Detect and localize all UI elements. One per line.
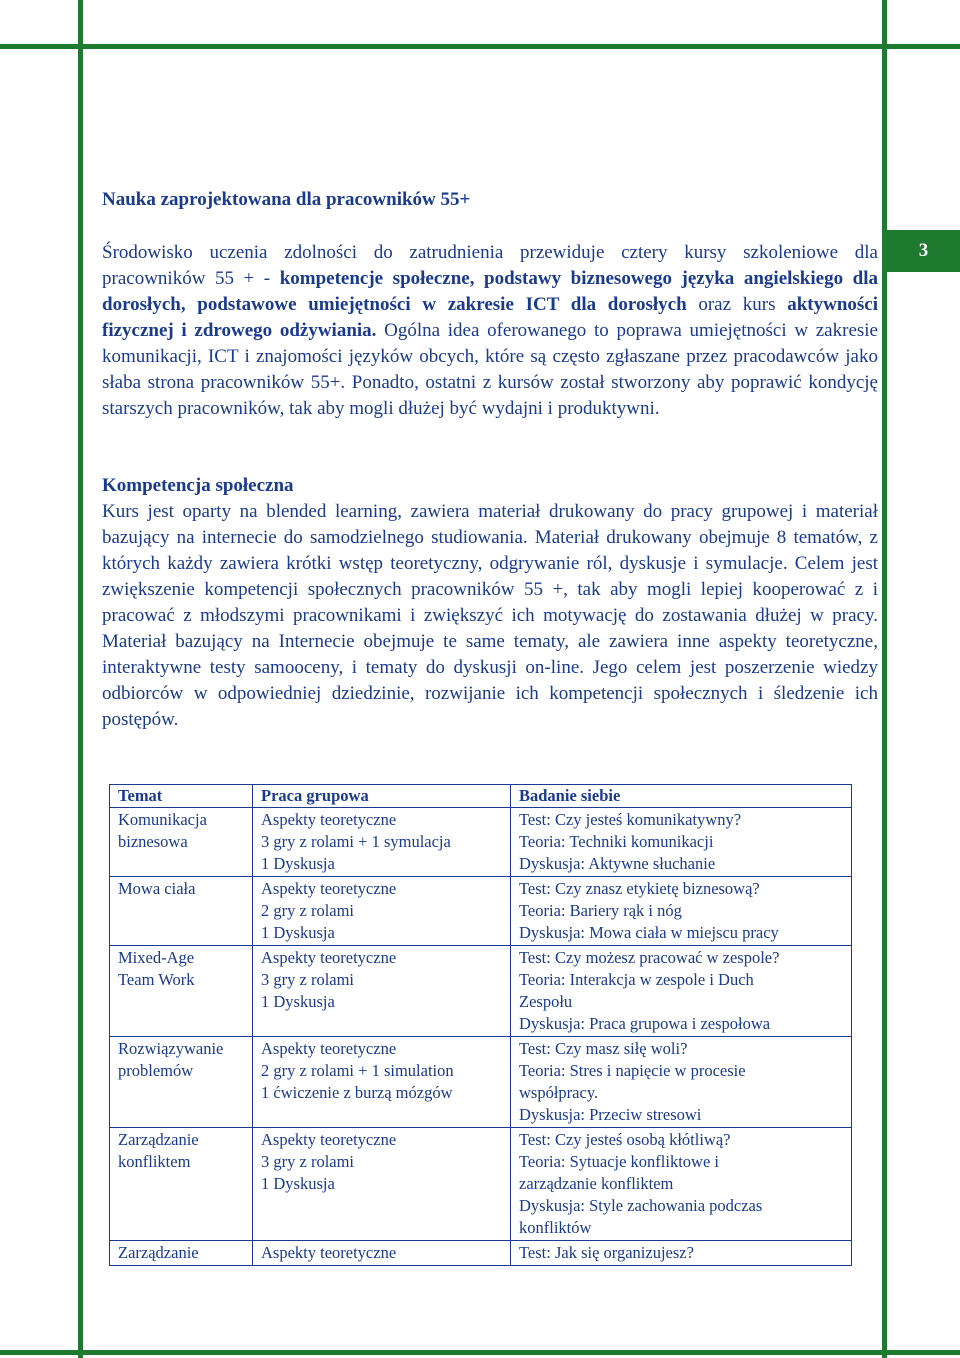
cell-line: biznesowa bbox=[118, 832, 188, 851]
table-row bbox=[110, 808, 852, 877]
cell-line: zarządzanie konfliktem bbox=[519, 1174, 674, 1193]
temat-cell bbox=[110, 1037, 253, 1128]
cell-line: Mixed-Age bbox=[118, 948, 195, 967]
group-work-cell bbox=[253, 1241, 511, 1266]
header-temat: Temat bbox=[110, 785, 253, 808]
table-row bbox=[110, 946, 852, 1037]
self-study-cell bbox=[511, 1037, 852, 1128]
intro-bold-fitness: aktywności fizycznej i zdrowego odżywiania. bbox=[102, 294, 878, 341]
cell-line: Teoria: Techniki komunikacji bbox=[519, 832, 714, 851]
group-work-cell bbox=[253, 808, 511, 877]
cell-line: 2 gry z rolami + 1 simulation bbox=[261, 1061, 454, 1080]
cell-line: konfliktów bbox=[519, 1218, 592, 1237]
cell-line: Dyskusja: Praca grupowa i zespołowa bbox=[519, 1014, 771, 1033]
intro-bold-courses: kompetencje społeczne, podstawy biznesowego języka angielskiego dla dorosłych, podstawowe umiejętności w zakresie ICT dla dorosłych bbox=[102, 268, 878, 315]
temat-cell bbox=[110, 1241, 253, 1266]
cell-line: Test: Jak się organizujesz? bbox=[519, 1243, 694, 1262]
cell-line: konfliktem bbox=[118, 1152, 191, 1171]
cell-line: Test: Czy znasz etykietę biznesową? bbox=[519, 879, 760, 898]
group-work-cell bbox=[253, 1037, 511, 1128]
top-border-line bbox=[0, 44, 960, 49]
table-row bbox=[110, 1037, 852, 1128]
table-body bbox=[110, 808, 852, 1266]
cell-line: Team Work bbox=[118, 970, 195, 989]
cell-line: Zespołu bbox=[519, 992, 573, 1011]
page-number: 3 bbox=[918, 240, 929, 261]
group-work-cell bbox=[253, 946, 511, 1037]
self-study-cell bbox=[511, 1241, 852, 1266]
cell-line: 1 Dyskusja bbox=[261, 854, 335, 873]
table-header-row bbox=[110, 785, 852, 808]
cell-line: Test: Czy jesteś osobą kłótliwą? bbox=[519, 1130, 731, 1149]
temat-cell bbox=[110, 946, 253, 1037]
cell-line: Aspekty teoretyczne bbox=[261, 1243, 397, 1262]
intro-text-end: Ogólna idea oferowanego to poprawa umiejętności w zakresie komunikacji, ICT i znajomości języków obcych, które są często zgłaszane przez pracodawców jako słaba strona pracowników 55+. Ponadto, ostatni z kursów został stworzony aby poprawić kondycję starszych pracowników, tak aby mogli dłużej być wydajni i produktywni. bbox=[102, 320, 878, 419]
cell-line: 3 gry z rolami bbox=[261, 970, 355, 989]
cell-line: 1 ćwiczenie z burzą mózgów bbox=[261, 1083, 453, 1102]
group-work-cell bbox=[253, 1128, 511, 1241]
social-competence-paragraph: Kurs jest oparty na blended learning, zawiera materiał drukowany do pracy grupowej i materiał bazujący na internecie do samodzielnego studiowania. Materiał drukowany obejmuje 8 tematów, z których każdy zawiera krótki wstęp teoretyczny, odgrywanie ról, dyskusje i symulacje. Celem jest zwiększenie kompetencji społecznych pracowników 55 +, tak aby mogli lepiej kooperować z i pracować z młodszymi pracownikami i zwiększyć ich motywację do zostawania dłużej w pracy. Materiał bazujący na Internecie obejmuje te same tematy, ale zawiera inne aspekty teoretyczne, interaktywne testy samooceny, i tematy do dyskusji on-line. Jego celem jest poszerzenie wiedzy odbiorców w odpowiedniej dziedzinie, rozwijanie ich kompetencji społecznych i śledzenie ich postępów. bbox=[102, 501, 878, 730]
cell-line: współpracy. bbox=[519, 1083, 599, 1102]
self-study-cell bbox=[511, 877, 852, 946]
table-row bbox=[110, 877, 852, 946]
cell-line: Teoria: Bariery rąk i nóg bbox=[519, 901, 682, 920]
cell-line: 3 gry z rolami bbox=[261, 1152, 355, 1171]
cell-line: Dyskusja: Przeciw stresowi bbox=[519, 1105, 702, 1124]
cell-line: 2 gry z rolami bbox=[261, 901, 355, 920]
header-praca-grupowa: Praca grupowa bbox=[253, 785, 511, 808]
course-topics-table bbox=[109, 784, 852, 1266]
cell-line: Dyskusja: Mowa ciała w miejscu pracy bbox=[519, 923, 779, 942]
cell-line: Test: Czy możesz pracować w zespole? bbox=[519, 948, 780, 967]
cell-line: 1 Dyskusja bbox=[261, 1174, 335, 1193]
cell-line: 1 Dyskusja bbox=[261, 992, 335, 1011]
intro-text-start: Środowisko uczenia zdolności do zatrudnienia przewiduje cztery kursy szkoleniowe dla pracowników 55 + - bbox=[102, 242, 878, 289]
intro-paragraph bbox=[102, 240, 878, 422]
intro-text-mid: oraz kurs bbox=[686, 294, 788, 315]
self-study-cell bbox=[511, 946, 852, 1037]
right-border-line bbox=[882, 0, 887, 1358]
left-border-line bbox=[78, 0, 83, 1358]
cell-line: Aspekty teoretyczne bbox=[261, 1039, 397, 1058]
self-study-cell bbox=[511, 1128, 852, 1241]
cell-line: Test: Czy masz siłę woli? bbox=[519, 1039, 688, 1058]
group-work-cell bbox=[253, 877, 511, 946]
cell-line: Aspekty teoretyczne bbox=[261, 1130, 397, 1149]
table-row bbox=[110, 1241, 852, 1266]
cell-line: Rozwiązywanie bbox=[118, 1039, 224, 1058]
cell-line: Dyskusja: Style zachowania podczas bbox=[519, 1196, 763, 1215]
cell-line: Teoria: Stres i napięcie w procesie bbox=[519, 1061, 746, 1080]
temat-cell bbox=[110, 1128, 253, 1241]
bottom-border-line bbox=[0, 1350, 960, 1355]
page-number-tab bbox=[887, 230, 960, 272]
cell-line: 3 gry z rolami + 1 symulacja bbox=[261, 832, 451, 851]
header-badanie-siebie: Badanie siebie bbox=[511, 785, 852, 808]
self-study-cell bbox=[511, 808, 852, 877]
cell-line: Aspekty teoretyczne bbox=[261, 948, 397, 967]
cell-line: 1 Dyskusja bbox=[261, 923, 335, 942]
cell-line: Aspekty teoretyczne bbox=[261, 879, 397, 898]
cell-line: Aspekty teoretyczne bbox=[261, 810, 397, 829]
cell-line: Mowa ciała bbox=[118, 879, 196, 898]
cell-line: Dyskusja: Aktywne słuchanie bbox=[519, 854, 716, 873]
cell-line: problemów bbox=[118, 1061, 194, 1080]
section-heading-learning: Nauka zaprojektowana dla pracowników 55+ bbox=[102, 189, 471, 210]
section-heading-social-competence: Kompetencja społeczna bbox=[102, 475, 294, 496]
cell-line: Teoria: Sytuacje konfliktowe i bbox=[519, 1152, 719, 1171]
cell-line: Test: Czy jesteś komunikatywny? bbox=[519, 810, 742, 829]
temat-cell bbox=[110, 808, 253, 877]
cell-line: Komunikacja bbox=[118, 810, 207, 829]
cell-line: Zarządzanie bbox=[118, 1243, 199, 1262]
temat-cell bbox=[110, 877, 253, 946]
cell-line: Teoria: Interakcja w zespole i Duch bbox=[519, 970, 754, 989]
table-row bbox=[110, 1128, 852, 1241]
cell-line: Zarządzanie bbox=[118, 1130, 199, 1149]
